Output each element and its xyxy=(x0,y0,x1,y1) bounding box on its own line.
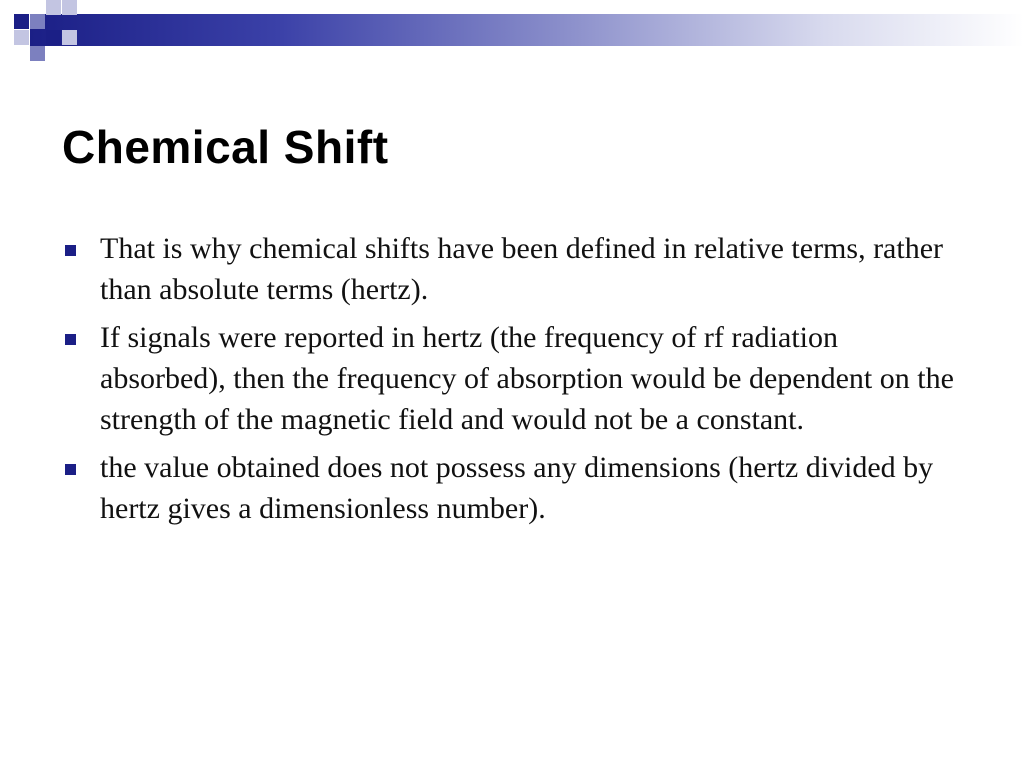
bullet-item xyxy=(62,317,962,440)
slide-title: Chemical Shift xyxy=(62,121,389,173)
decor-square xyxy=(46,0,61,15)
bullet-item xyxy=(62,447,962,529)
square-bullet-icon xyxy=(65,245,76,256)
bullet-text: That is why chemical shifts have been defined in relative terms, rather than absolute terms (hertz). xyxy=(100,232,944,306)
header-gradient-band xyxy=(30,14,1024,46)
decor-square xyxy=(14,30,29,45)
bullet-text: If signals were reported in hertz (the frequency of rf radiation absorbed), then the frequency of absorption would be dependent on the strength of the magnetic field and would not be a constant. xyxy=(100,321,954,436)
decor-square xyxy=(30,14,45,29)
square-bullet-icon xyxy=(65,464,76,475)
square-bullet-icon xyxy=(65,334,76,345)
bullet-item xyxy=(62,228,962,310)
decor-square xyxy=(30,46,45,61)
decor-square xyxy=(14,14,29,29)
decor-square xyxy=(62,30,77,45)
bullet-text: the value obtained does not possess any dimensions (hertz divided by hertz gives a dimensionless number). xyxy=(100,451,934,525)
decor-square xyxy=(62,0,77,15)
bullet-list xyxy=(62,228,962,536)
decor-square xyxy=(46,30,61,45)
